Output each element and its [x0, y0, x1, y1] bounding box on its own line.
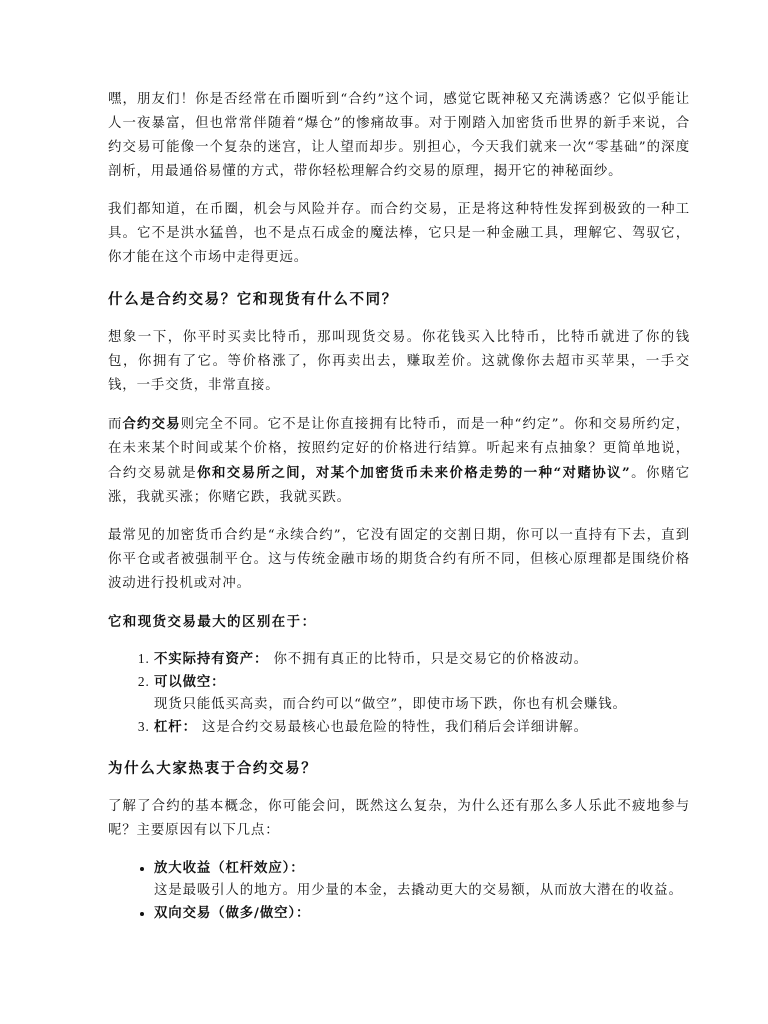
text-run: 。你赌它涨，我就买涨；你赌它跌，我就买跌。 — [108, 466, 691, 505]
perpetual-contract-paragraph: 最常见的加密货币合约是“永续合约”，它没有固定的交割日期，你可以一直持有下去，直到你平仓或者被强制平仓。这与传统金融市场的期货合约有所不同，但核心原理都是围绕价格波动进行投机或对冲。 — [108, 528, 690, 591]
intro-paragraph-1: 嘿，朋友们！你是否经常在币圈听到“合约”这个词，感觉它既神秘又充满诱惑？它似乎能让人一夜暴富，但也常常伴随着“爆仓”的惨痛故事。对于刚踏入加密货币世界的新手来说，合约交易可能像一个复杂的迷宫，让人望而却步。别担心，今天我们就来一次“零基础”的深度剖析，用最通俗易懂的方式，带你轻松理解合约交易的原理，揭开它的神秘面纱。 — [108, 92, 690, 179]
list-item-term: 放大收益（杠杆效应）： — [154, 860, 305, 876]
section-heading-why-popular: 为什么大家热衷于合约交易？ — [108, 760, 318, 777]
list-item — [154, 902, 690, 925]
list-item — [154, 857, 690, 902]
list-item-term: 可以做空： — [154, 674, 226, 690]
list-item-desc: 你不拥有真正的比特币，只是交易它的价格波动。 — [273, 652, 588, 667]
contract-trading-paragraph — [108, 412, 690, 510]
differences-subheading: 它和现货交易最大的区别在于： — [108, 614, 317, 630]
list-item-term: 杠杆： — [154, 719, 197, 735]
list-item — [154, 716, 690, 739]
list-item — [154, 671, 690, 716]
reasons-list — [108, 857, 690, 925]
list-item-desc: 现货只能低买高卖，而合约可以“做空”，即使市场下跌，你也有机会赚钱。 — [154, 697, 627, 712]
intro-paragraph-2: 我们都知道，在币圈，机会与风险并存。而合约交易，正是将这种特性发挥到极致的一种工具。它不是洪水猛兽，也不是点石成金的魔法棒，它只是一种金融工具，理解它、驾驭它，你才能在这个市场中走得更远。 — [108, 202, 690, 265]
list-item-desc: 这是最吸引人的地方。用少量的本金，去撬动更大的交易额，从而放大潜在的收益。 — [154, 883, 683, 898]
text-run: 则完全不同。它不是让你直接拥有比特币，而是一种“约定”。你和交易所约定，在未来某个时间或某个价格，按照约定好的价格进行结算。听起来有点抽象？更简单地说，合约交易就是 — [108, 417, 690, 481]
section-heading-what-is-contract: 什么是合约交易？它和现货有什么不同？ — [108, 291, 398, 308]
document-page — [108, 88, 690, 935]
text-run: 而 — [108, 417, 123, 432]
list-item — [154, 648, 690, 671]
why-popular-paragraph: 了解了合约的基本概念，你可能会问，既然这么复杂，为什么还有那么多人乐此不疲地参与呢？主要原因有以下几点： — [108, 799, 690, 838]
spot-trading-paragraph: 想象一下，你平时买卖比特币，那叫现货交易。你花钱买入比特币，比特币就进了你的钱包，你拥有了它。等价格涨了，你再卖出去，赚取差价。这就像你去超市买苹果，一手交钱，一手交货，非常直接。 — [108, 330, 690, 393]
list-item-desc: 这是合约交易最核心也最危险的特性，我们稍后会详细讲解。 — [202, 720, 588, 735]
list-item-term: 不实际持有资产： — [154, 651, 269, 667]
bold-term-contract-trading: 合约交易 — [122, 416, 181, 432]
differences-list — [108, 648, 690, 739]
bold-phrase-betting-agreement: 你和交易所之间，对某个加密货币未来价格走势的一种“对赌协议” — [197, 465, 631, 481]
list-item-term: 双向交易（做多/做空）： — [154, 905, 311, 921]
